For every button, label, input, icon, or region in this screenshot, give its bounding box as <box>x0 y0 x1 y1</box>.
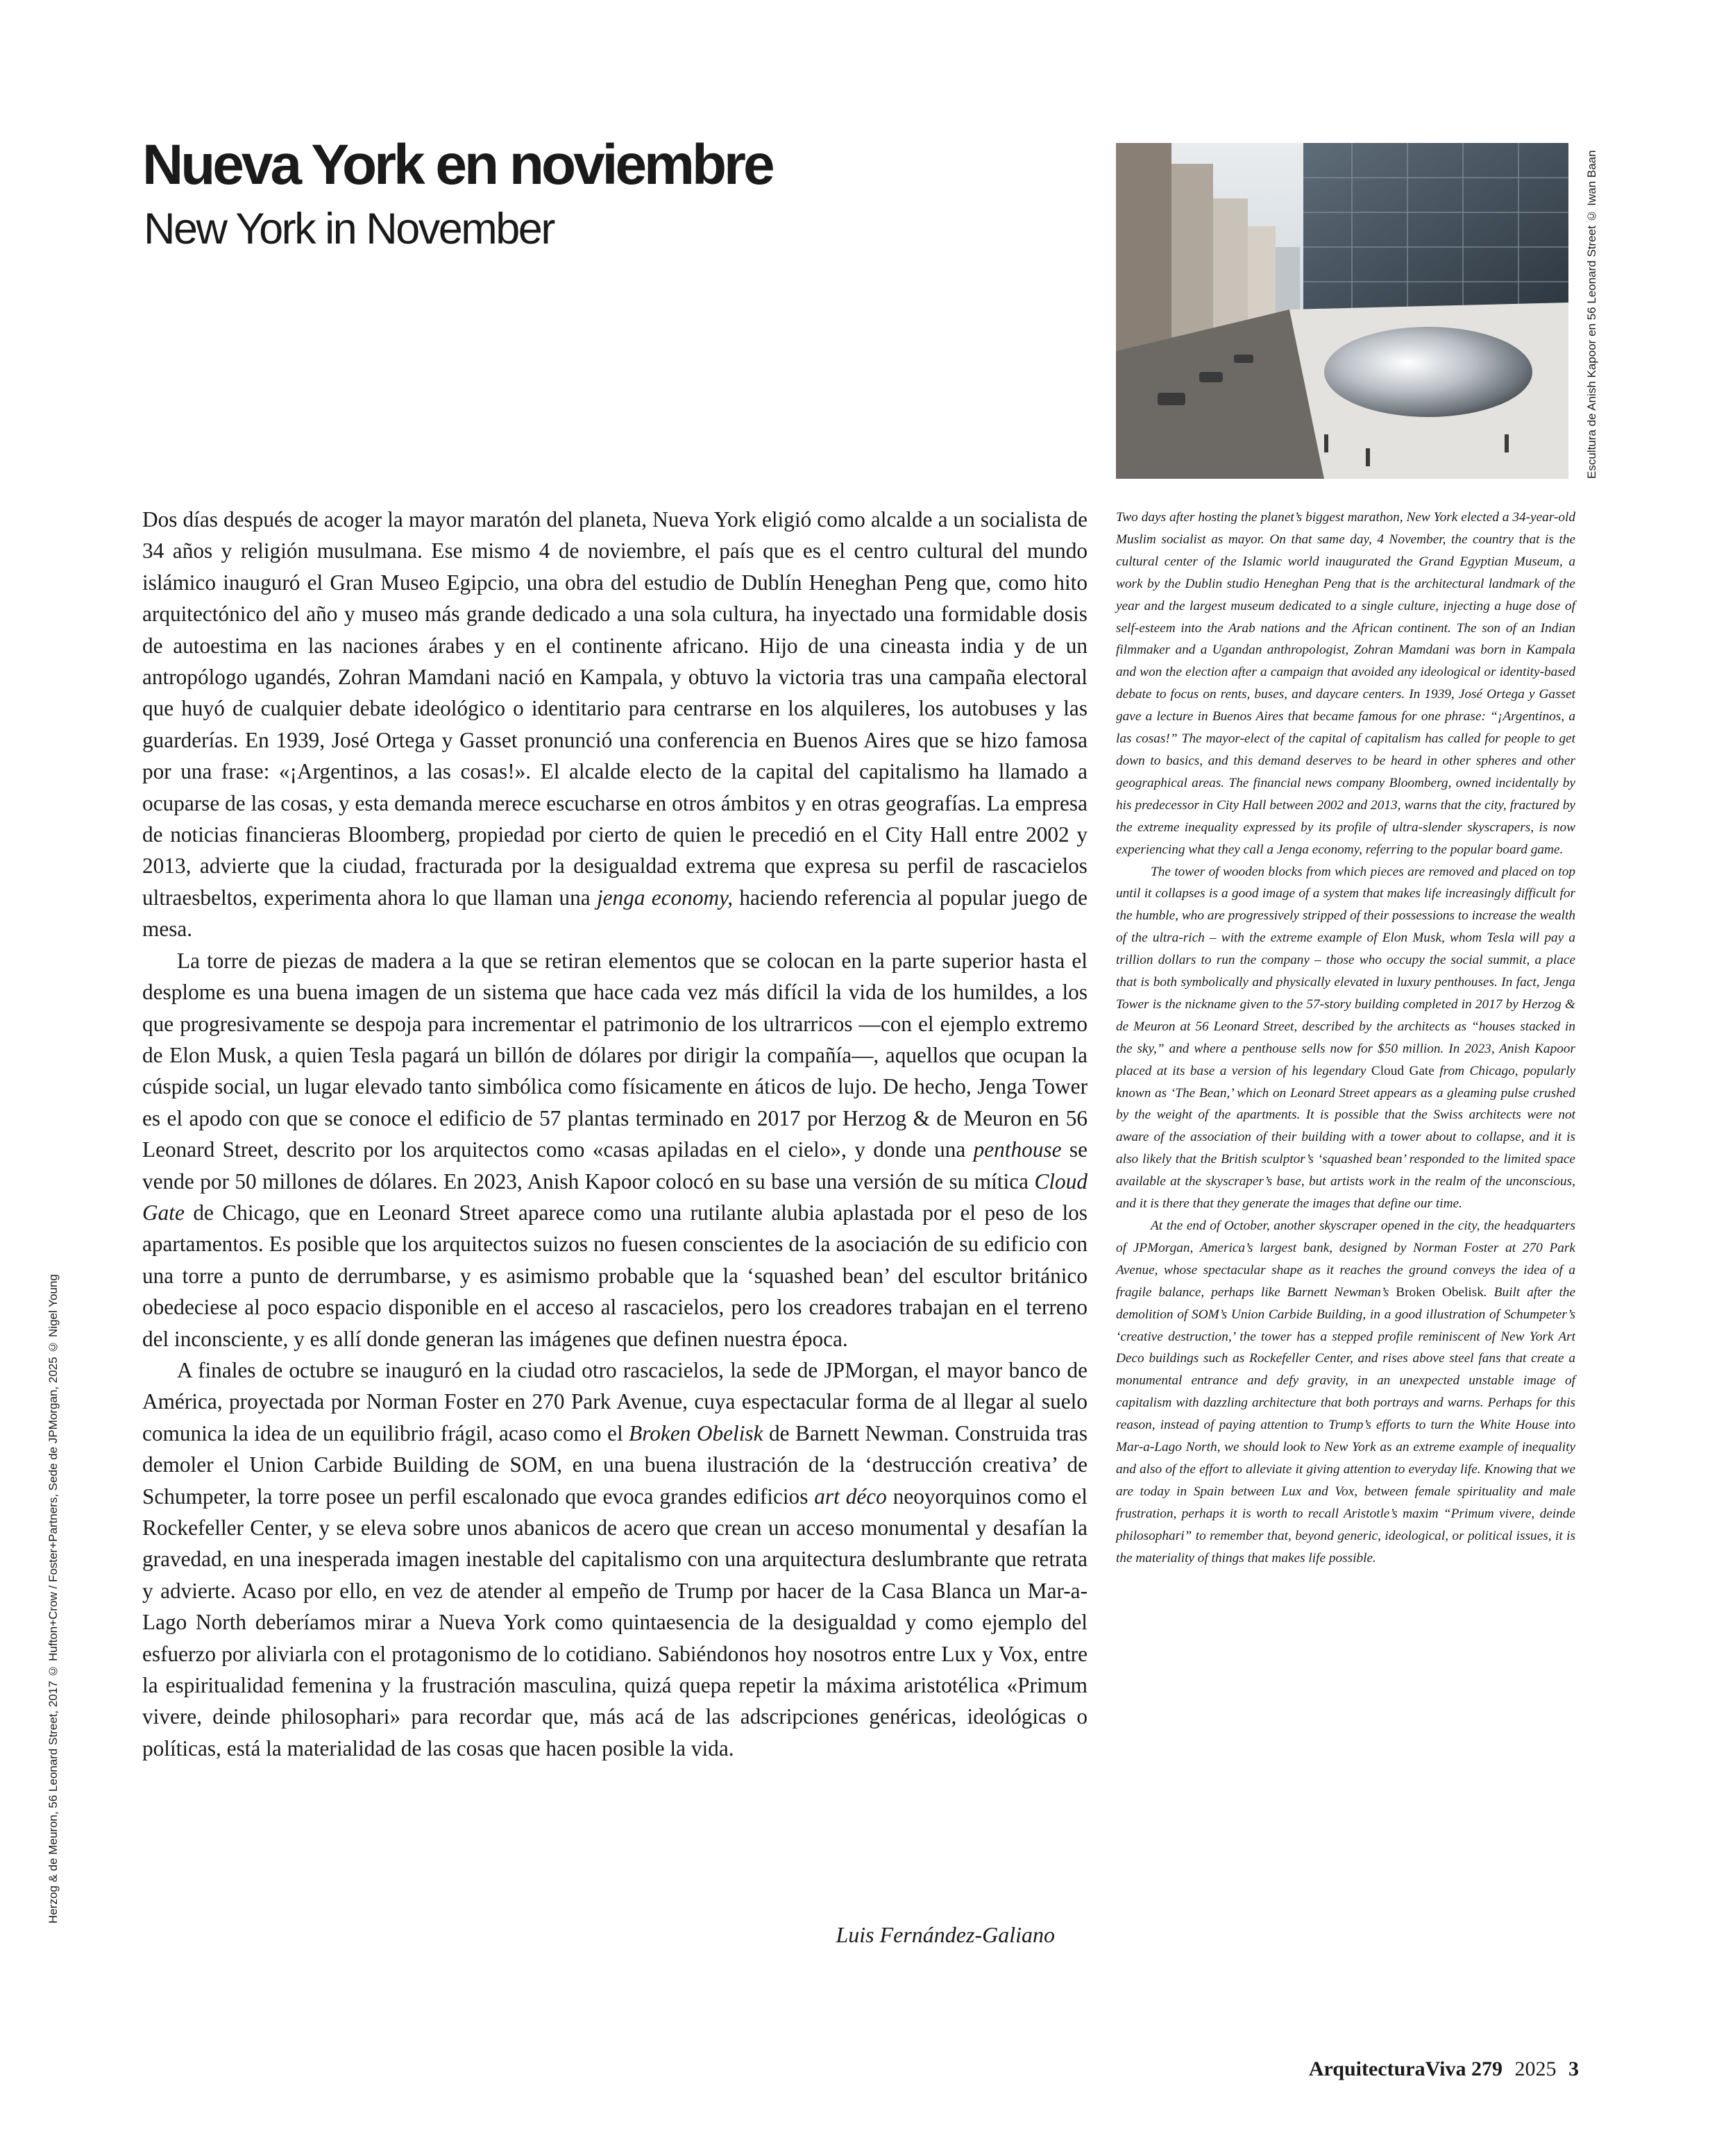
paragraph-en-3: At the end of October, another skyscraper opened in the city, the headquarters of JPMorgan, America’s largest bank, designed by Norman Foster at 270 Park Avenue, whose spectacular shape as it reaches the ground conveys the idea of a fragile balance, perhaps like Barnett Newman’s Broken Obelisk. Built after the demolition of SOM’s Union Carbide Building, in a good illustration of Schumpeter’s ‘creative destruction,’ the tower has a stepped profile reminiscent of New York Art Deco buildings such as Rockefeller Center, and rises above steel fans that create a monumental entrance and defy gravity, in an unexpected unstable image of capitalism with dazzling architecture that both portrays and warns. Perhaps for this reason, instead of paying attention to Trump’s efforts to turn the White House into Mar-a-Lago North, we should look to New York as an extreme example of inequality and also of the effort to alleviate it giving attention to everyday life. Knowing that we are today in Spain between Lux and Vox, between female spirituality and male frustration, perhaps it is worth to recall Aristotle’s maxim “Primum vivere, deinde philosophari” to remember that, beyond generic, ideological, or political issues, it is the materiality of things that makes life possible. <box>1116 1219 1576 1565</box>
paragraph-en-2: The tower of wooden blocks from which pieces are removed and placed on top until it collapses is a good image of a system that makes life increasingly difficult for the humble, who are progressively stripped of their possessions to increase the wealth of the ultra-rich – with the extreme example of Elon Musk, whom Tesla will pay a trillion dollars to run the company – those who occupy the social summit, a place that is both symbolically and physically elevated in luxury penthouses. In fact, Jenga Tower is the nickname given to the 57-story building completed in 2017 by Herzog & de Meuron at 56 Leonard Street, described by the architects as “houses stacked in the sky,” and where a penthouse sells now for $50 million. In 2023, Anish Kapoor placed at its base a version of his legendary Cloud Gate from Chicago, popularly known as ‘The Bean,’ which on Leonard Street appears as a gleaming pulse crushed by the weight of the apartments. It is possible that the Swiss architects were not aware of the association of their building with a tower about to collapse, and it is also likely that the British sculptor’s ‘squashed bean’ responded to the limited space available at the skyscraper’s base, but artists work in the realm of the unconscious, and it is there that they generate the images that define our time. <box>1116 864 1576 1212</box>
sculpture-photo-illustration <box>1116 143 1568 479</box>
page-footer <box>1180 2055 1579 2083</box>
article-body-en <box>1116 507 1575 1570</box>
article-body-es <box>142 504 1087 1764</box>
page-number: 3 <box>1568 2057 1579 2080</box>
issue-year: 2025 <box>1514 2057 1557 2080</box>
paragraph-es-1: Dos días después de acoger la mayor maratón del planeta, Nueva York eligió como alcalde a un socialista de 34 años y religión musulmana. Ese mismo 4 de noviembre, el país que es el centro cultural del mundo islámico inauguró el Gran Museo Egipcio, una obra del estudio de Dublín Heneghan Peng que, como hito arquitectónico del año y museo más grande dedicado a una sola cultura, ha inyectado una formidable dosis de autoestima en las naciones árabes y en el continente africano. Hijo de una cineasta india y de un antropólogo ugandés, Zohran Mamdani nació en Kampala, y obtuvo la victoria tras una campaña electoral que huyó de cualquier debate ideológico o identitario para centrarse en los alquileres, los autobuses y las guarderías. En 1939, José Ortega y Gasset pronunció una conferencia en Buenos Aires que se hizo famosa por una frase: «¡Argentinos, a las cosas!». El alcalde electo de la capital del capitalismo ha llamado a ocuparse de las cosas, y esta demanda merece escucharse en otros ámbitos y en otras geografías. La empresa de noticias financieras Bloomberg, propiedad por cierto de quien le precedió en el City Hall entre 2002 y 2013, advierte que la ciudad, fracturada por la desigualdad extrema que expresa su perfil de rascacielos ultraesbeltos, experimenta ahora lo que llaman una jenga economy, haciendo referencia al popular juego de mesa. <box>142 507 1087 942</box>
paragraph-en-1: Two days after hosting the planet’s biggest marathon, New York elected a 34-year-old Muslim socialist as mayor. On that same day, 4 November, the country that is the cultural center of the Islamic world inaugurated the Grand Egyptian Museum, a work by the Dublin studio Heneghan Peng that is the architectural landmark of the year and the largest museum dedicated to a single culture, injecting a huge dose of self-esteem into the Arab nations and the African continent. The son of an Indian filmmaker and a Ugandan anthropologist, Zohran Mamdani was born in Kampala and won the election after a campaign that avoided any ideological or identity-based debate to focus on rents, buses, and daycare centers. In 1939, José Ortega y Gasset gave a lecture in Buenos Aires that became famous for one phrase: “¡Argentinos, a las cosas!” The mayor-elect of the capital of capitalism has called for people to get down to basics, and this demand deserves to be heard in other spheres and other geographical areas. The financial news company Bloomberg, owned incidentally by his predecessor in City Hall between 2002 and 2013, warns that the city, fractured by the extreme inequality expressed by its profile of ultra-slender skyscrapers, is now experiencing what they call a Jenga economy, referring to the popular board game. <box>1116 510 1575 857</box>
image-credits: Herzog & de Meuron, 56 Leonard Street, 2017 © Hufton+Crow / Foster+Partners, Sede de JPMorgan, 2025 © Nigel Young <box>46 1274 60 1924</box>
author-signature: Luis Fernández-Galiano <box>836 1922 1055 1947</box>
sculpture-photo <box>1116 143 1568 479</box>
issue-number: 279 <box>1471 2057 1503 2080</box>
magazine-name: ArquitecturaViva <box>1308 2057 1466 2080</box>
page-subtitle: New York in November <box>144 205 554 253</box>
paragraph-es-3: A finales de octubre se inauguró en la ciudad otro rascacielos, la sede de JPMorgan, el mayor banco de América, proyectada por Norman Foster en 270 Park Avenue, cuya espectacular forma de al llegar al suelo comunica la idea de un equilibrio frágil, acaso como el Broken Obelisk de Barnett Newman. Construida tras demoler el Union Carbide Building de SOM, en una buena ilustración de la ‘destrucción creativa’ de Schumpeter, la torre posee un perfil escalonado que evoca grandes edificios art déco neoyorquinos como el Rockefeller Center, y se eleva sobre unos abanicos de acero que crean un acceso monumental y desafían la gravedad, en una inesperada imagen inestable del capitalismo con una arquitectura deslumbrante que retrata y advierte. Acaso por ello, en vez de atender al empeño de Trump por hacer de la Casa Blanca un Mar-a-Lago North deberíamos mirar a Nueva York como quintaesencia de la desigualdad y como ejemplo del esfuerzo por aliviarla con el protagonismo de lo cotidiano. Sabiéndonos hoy nosotros entre Lux y Vox, entre la espiritualidad femenina y la frustración masculina, quizá quepa repetir la máxima aristotélica «Primum vivere, deinde philosophari» para recordar que, más acá de las adscripciones genéricas, ideológicas o políticas, está la materialidad de las cosas que hacen posible la vida. <box>142 1357 1088 1760</box>
page-title: Nueva York en noviembre <box>142 133 772 196</box>
photo-credit: Escultura de Anish Kapoor en 56 Leonard Street © Iwan Baan <box>1585 150 1598 479</box>
paragraph-es-2: La torre de piezas de madera a la que se retiran elementos que se colocan en la parte superior hasta el desplome es una buena imagen de un sistema que hace cada vez más difícil la vida de los humildes, a los que progresivamente se despoja para incrementar el patrimonio de los ultrarricos —con el ejemplo extremo de Elon Musk, a quien Tesla pagará un billón de dólares por dirigir la compañía—, aquellos que ocupan la cúspide social, un lugar elevado tanto simbólica como físicamente en áticos de lujo. De hecho, Jenga Tower es el apodo con que se conoce el edificio de 57 plantas terminado en 2017 por Herzog & de Meuron en 56 Leonard Street, descrito por los arquitectos como «casas apiladas en el cielo», y donde una penthouse se vende por 50 millones de dólares. En 2023, Anish Kapoor colocó en su base una versión de su mítica Cloud Gate de Chicago, que en Leonard Street aparece como una rutilante alubia aplastada por el peso de los apartamentos. Es posible que los arquitectos suizos no fuesen conscientes de la asociación de su edificio con una torre a punto de derrumbarse, y es asimismo probable que la ‘squashed bean’ del escultor británico obedeciese al poco espacio disponible en el acceso al rascacielos, pero los creadores trabajan en el terreno del inconsciente, y es allí donde generan las imágenes que definen nuestra época. <box>142 948 1087 1351</box>
